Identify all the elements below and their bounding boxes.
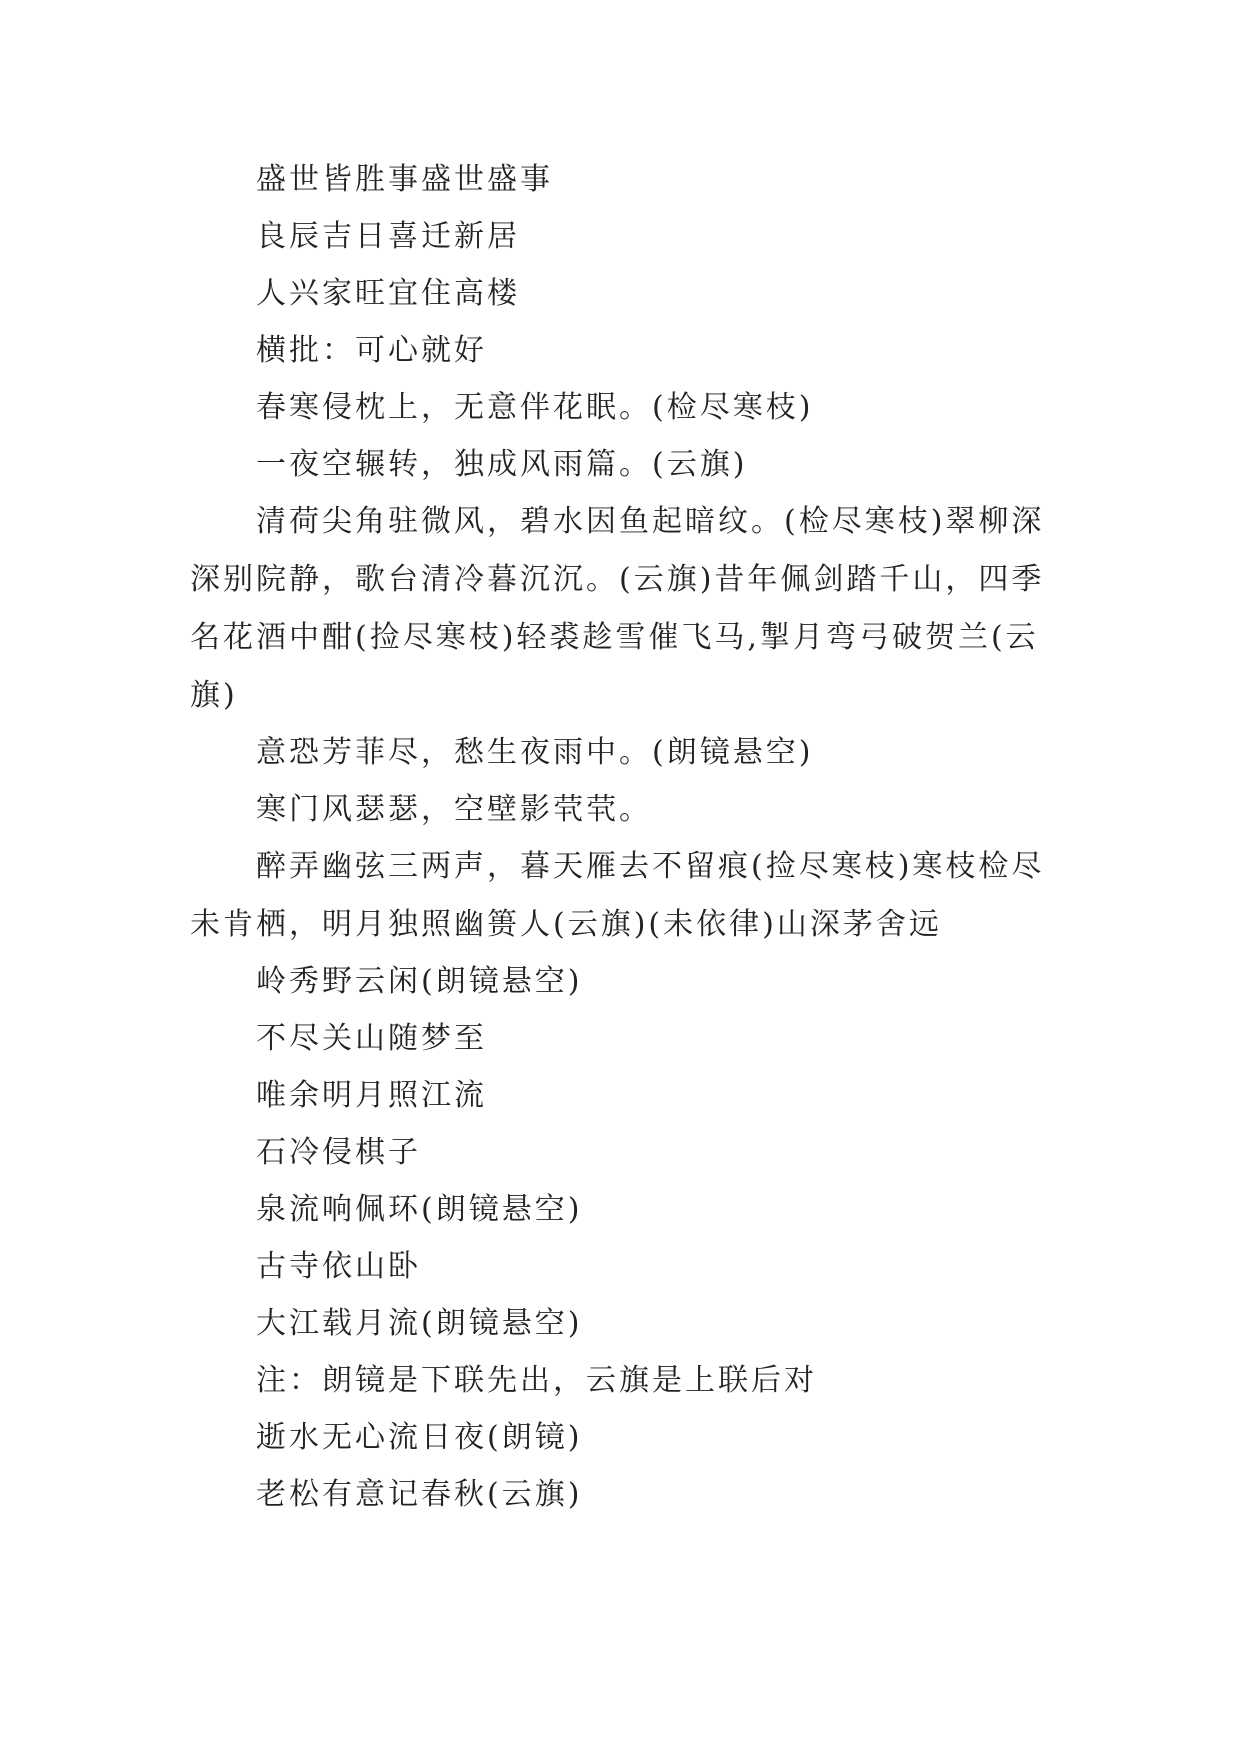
poem-line-4: 寒门风瑟瑟，空壁影茕茕。: [256, 792, 652, 827]
poem-line-10: 古寺依山卧: [256, 1249, 421, 1284]
poem-paragraph-long-2: 醉弄幽弦三两声，暮天雁去不留痕(捡尽寒枝)寒枝检尽未肯栖，明月独照幽篑人(云旗)(未依律)山深茅舍远: [190, 849, 1045, 942]
poem-line-13: 老松有意记春秋(云旗): [256, 1477, 583, 1512]
poem-line-1: 春寒侵枕上，无意伴花眠。(检尽寒枝): [256, 390, 814, 425]
poem-line-9: 泉流响佩环(朗镜悬空): [256, 1192, 583, 1227]
poem-line-3: 意恐芳菲尽，愁生夜雨中。(朗镜悬空): [256, 735, 814, 770]
poem-paragraph-long-1: 清荷尖角驻微风，碧水因鱼起暗纹。(检尽寒枝)翠柳深深别院静，歌台清冷暮沉沉。(云旗)昔年佩剑踏千山，四季名花酒中酣(捡尽寒枝)轻裘趁雪催飞马,掣月弯弓破贺兰(云旗): [190, 504, 1045, 713]
poem-line-12: 逝水无心流日夜(朗镜): [256, 1420, 583, 1455]
couplet-line-2: 良辰吉日喜迁新居: [256, 219, 520, 254]
poem-line-7: 唯余明月照江流: [256, 1078, 487, 1113]
couplet-line-1: 盛世皆胜事盛世盛事: [256, 162, 553, 197]
horizontal-scroll-line: 横批：可心就好: [256, 333, 487, 368]
poem-line-5: 岭秀野云闲(朗镜悬空): [256, 964, 583, 999]
couplet-line-3: 人兴家旺宜住高楼: [256, 276, 520, 311]
document-page: [190, 160, 1050, 1532]
poem-line-2: 一夜空辗转，独成风雨篇。(云旗): [256, 447, 748, 482]
note-line: 注：朗镜是下联先出，云旗是上联后对: [256, 1363, 817, 1398]
poem-line-8: 石冷侵棋子: [256, 1135, 421, 1170]
poem-line-11: 大江载月流(朗镜悬空): [256, 1306, 583, 1341]
poem-line-6: 不尽关山随梦至: [256, 1021, 487, 1056]
